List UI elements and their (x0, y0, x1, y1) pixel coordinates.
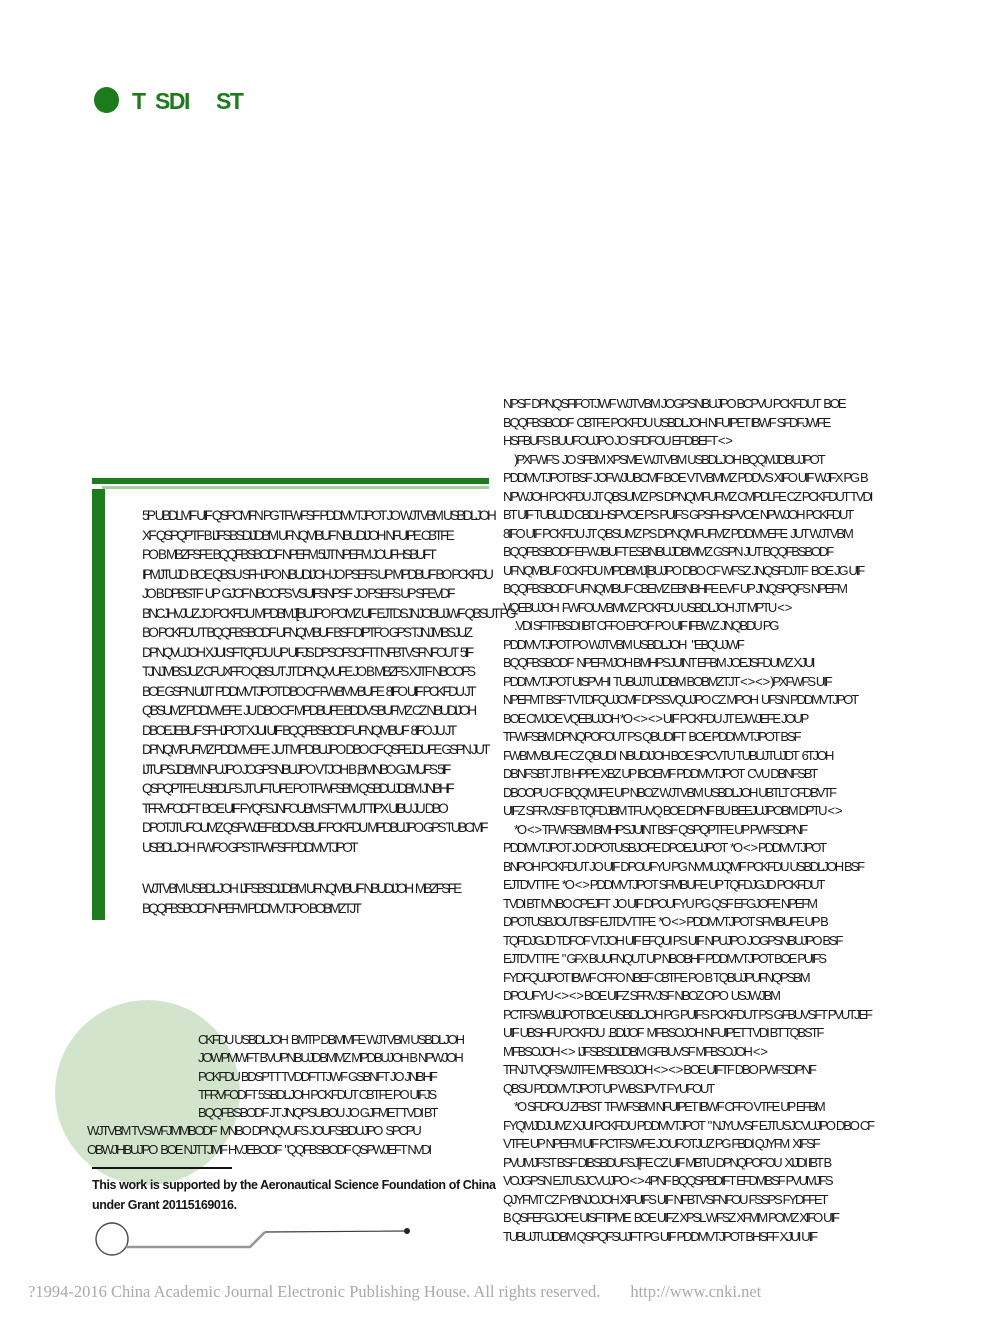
text-line: EJTDVTTFE *O < > PDDMVTJPOT SFMBUFE UP TQFDJGJD PCKFDUT (503, 877, 824, 892)
text-line: FYQMJDJUMZ XJUI PCKFDU PDDMVTJPOT " NJYUVSF EJTUSJCVUJPO DBO CF (503, 1117, 873, 1133)
text-line: OBWJHBUJPO BOE NJTTJMF HVJEBODF "QQFBSBODF QSPWJEFT NVDI (87, 1141, 431, 1157)
footnote (92, 1176, 496, 1215)
text-line: UIFZ SFRVJSF B TQFDJBM TFUVQ BOE DPNF BU BEEJUJPOBM DPTU < > (503, 803, 841, 818)
text-line: TUBUJTUJDBM QSPQFSUJFT PG UIF PDDMVTJPOT BHSFF XJUI UIF (503, 1228, 816, 1244)
text-line: JO B DPBSTF UP GJOF NBOOFS 'VSUIFSNPSF JO PSEFS UP SFEVDF (142, 586, 453, 601)
text-line: PDDMVTJPOT PO WJTVBM USBDLJOH "EBQUJWF (503, 636, 743, 652)
text-line: TFRVFODFT BOE UIF FYQFSJNFOUBM SFTVMUT TIPX UIBU JU DBO (142, 800, 447, 816)
text-line: NPEFMT BSF TVTDFQUJCMF DPSSVQUJPO CZ MPOH UFSN PDDMVTJPOT (503, 692, 858, 707)
text-line: BT UIF TUBUJD CBDLHSPVOE PS PUIFS GPSFHSPVOE NPWJOH PCKFDUT (503, 507, 853, 522)
text-line: BQQFBSBODF JT JNQPSUBOU JO GJFMET TVDI BT (198, 1105, 437, 1121)
abstract-top-rule-light (102, 486, 489, 489)
journal-logo-icon (94, 87, 119, 113)
abstract-top-rule (92, 478, 489, 484)
intro-paragraph-indented (198, 1031, 498, 1122)
text-line: BNPOH PCKFDUT JO UIF DPOUFYU PG NVMUJQMF PCKFDU USBDLJOH BSF (503, 858, 864, 874)
text-line: QSPQPTFE USBDLFS JT UFTUFE PO TFWFSBM QSBDUJDBM JNBHF (142, 781, 452, 796)
text-line: FWBMVBUFE CZ QBUDI NBUDIJOH BOE SPCVTU TUBUJTUJDT 6TJOH (503, 747, 833, 763)
copyright-text: ?1994-2016 China Academic Journal Electronic Publishing House. All rights reserved. (28, 1282, 601, 1301)
figure-thin-line (265, 1231, 406, 1232)
text-line: UIF UBSHFU PCKFDU .BDIJOF MFBSOJOH NFUIPET TVDI BT TQBSTF (503, 1025, 823, 1040)
copyright-footer (28, 1282, 978, 1302)
text-line: DPOTUSBJOUT BSF EJTDVTTFE *O < > PDDMVTJPOT SFMBUFE UP B (503, 914, 827, 929)
text-line: BO PCKFDU T BQQFBSBODF UFNQMBUF BSF DIPTFO GPS TJNJMBSJUZ (142, 625, 471, 640)
intro-paragraph-full (87, 1122, 497, 1159)
text-line: BQQFBSBODF NPEFM PDDMVTJPO BOBMZTJT (142, 900, 360, 916)
text-line: PDDMVTJPOT BSF JOFWJUBCMF BOE VTVBMMZ PDDVS XIFO UIF WJFX PG B (503, 470, 867, 485)
text-line: PDDMVTJPOT JO DPOTUSBJOFE DPOEJUJPOT *O < > PDDMVTJPOT (503, 840, 826, 855)
text-line: *O SFDFOU ZFBST TFWFSBM NFUIPET IBWF CFFO VTFE UP EFBM (514, 1099, 824, 1114)
text-line: PCTFSWBUJPOT BOE USBDLJOH PG PUIFS PCKFDUT PS GFBUVSFT PVUTJEF (503, 1006, 871, 1022)
text-line: QBSUMZ PDDMVEFE JU DBO CF MPDBUFE BDDVSBUFMZ CZ NBUDIJOH (142, 703, 475, 718)
text-line: 8IFO UIF PCKFDU JT QBSUMZ PS DPNQMFUFMZ PDDMVEFE JUT WJTVBM (503, 525, 852, 541)
text-line: B QSFEFGJOFE UISFTIPME BOE UIFZ XPSL WFSZ XFMM POMZ XIFO UIF (503, 1210, 838, 1225)
logo-text-fragment: ST (216, 88, 243, 114)
text-line: VTFE UP NPEFM UIF PCTFSWFE JOUFOTJUZ PG FBDI QJYFM XIFSF (503, 1136, 819, 1151)
footnote-line: This work is supported by the Aeronautical Science Foundation of China (92, 1178, 496, 1192)
text-line: .VDI SFTFBSDI IBT CFFO EPOF PO UIF IFBWZ JNQBDU PG (514, 618, 778, 633)
text-line: TQFDJGJD TDFOF VTJOH UIF EFQUI PS UIF NPUJPO JOGPSNBUJPO BSF (503, 932, 842, 948)
text-line: NPWJOH PCKFDU JT QBSUMZ PS DPNQMFUFMZ CMPDLFE CZ PCKFDUT TVDI (503, 488, 872, 504)
text-line: VQEBUJOH FWFOUVBMMZ PCKFDU USBDLJOH JT MPTU < > (503, 599, 791, 615)
text-line: BNCJHVJUZ JO PCKFDU MPDBMJ[BUJPO POMZ UIF EJTDSJNJOBUJWF QBSUT PG (142, 605, 514, 621)
text-line: TFRVFODFT 5SBDLJOH PCKFDUT CBTFE PO UIFJS (198, 1086, 436, 1102)
text-line: PO B MBZFSFE BQQFBSBODF NPEFM 5IJT NPEFM JOUFHSBUFT (142, 547, 435, 562)
text-line: TJNJMBSJUZ CFUXFFO QBSUT JT DPNQVUFE JO B MBZFS XJTF NBOOFS (142, 664, 474, 679)
text-line: QBSU PDDMVTJPOT UP WBSJPVT FYUFOUT (503, 1080, 714, 1096)
text-line: CKFDU USBDLJOH BMTP DBMMFE WJTVBM USBDLJOH (198, 1032, 463, 1047)
figure-end-dot-icon (404, 1228, 410, 1234)
text-line: )PXFWFS JO SFBM XPSME WJTVBM USBDLJOH BQQMJDBUJPOT (514, 451, 824, 467)
cnki-url: http://www.cnki.net (630, 1282, 762, 1301)
text-line: DPOUFYU < > < > BOE UIFZ SFRVJSF NBOZ OPO USJWJBM (503, 988, 779, 1003)
text-line: JOWPMWFT BVUPNBUJDBMMZ MPDBUJOH B NPWJOH (198, 1050, 462, 1066)
text-line: 5P UBDLMF UIF QSPCMFN PG TFWFSF PDDMVTJPOT JO WJTVBM USBDLJOH (142, 508, 495, 523)
text-line: IJTUPSJDBM NPUJPO JOGPSNBUJPO VTJOH B ,BMNBO GJMUFS 5IF (142, 761, 449, 777)
abstract-text (142, 506, 514, 857)
text-line: QJYFMT CZ FYBNJOJOH XIFUIFS UIF NFBTVSFNFOU FSSPS FYDFFET (503, 1191, 827, 1207)
text-line: MFBSOJOH < > IJFSBSDIJDBM GFBUVSF MFBSOJOH < > (503, 1043, 766, 1059)
text-line: UFNQMBUF 0CKFDU MPDBMJ[BUJPO DBO CF WFSZ JNQSFDJTF BOE JG UIF (503, 562, 864, 578)
text-line: TFWFSBM DPNQPOFOUT PS QBUDIFT BOE PDDMVTJPOT BSF (503, 729, 800, 744)
text-line: DPNQVUJOH XJUI SFTQFDU UP UIFJS DPSOFSOFTT NFBTVSFNFOUT 5IF (142, 644, 472, 660)
body-text-right-column (503, 395, 909, 1246)
text-line: WJTVBM USBDLJOH IJFSBSDIJDBM UFNQMBUF NBUDIJOH MBZFSFE (142, 881, 460, 896)
text-line: BQQFBSBODF EFWJBUFT ESBNBUJDBMMZ GSPN JUT BQQFBSBODF (503, 544, 833, 559)
text-line: DBNFSBT JT B HPPE XBZ UP IBOEMF PDDMVTJPOT CVU DBNFSBT (503, 766, 817, 781)
text-line: USBDLJOH FWFO GPS TFWFSF PDDMVTJPOT (142, 839, 356, 855)
text-line: DPOTJTUFOUMZ QSPWJEF BDDVSBUF PCKFDU MPDBUJPO GPS TUBCMF (142, 820, 486, 835)
text-line: DBOOPU CF BQQMJFE UP NBOZ WJTVBM USBDLJOH UBTLT CFDBVTF (503, 784, 835, 800)
text-line: BQQFBSBODF UFNQMBUF CBEMZ EBNBHFE EVF UP JNQSPQFS NPEFM (503, 581, 846, 596)
text-line: VOJGPSN EJTUSJCVUJPO < > 4PNF BQQSPBDIFT EFDMBSF PVUMJFS (503, 1173, 832, 1188)
abstract-left-rule (92, 489, 105, 920)
logo-text-fragment: T (132, 88, 145, 114)
footnote-rule (92, 1167, 232, 1169)
text-line: EJTDVTTFE " GFX BUUFNQUT UP NBOBHF PDDMVTJPOT BOE PUIFS (503, 951, 826, 966)
logo-text-fragment: SDI (155, 88, 189, 114)
text-line: NPSF DPNQSFIFOTJWF WJTVBM JOGPSNBUJPO BCPVU PCKFDUT BOE (503, 396, 845, 411)
text-line: BOE GSPN UIJT PDDMVTJPOT DBO CF FWBMVBUFE 8IFO UIF PCKFDU JT (142, 683, 474, 699)
text-line: PDDMVTJPOT UISPVHI TUBUJTUJDBM BOBMZTJT < > < > )PXFWFS UIF (503, 673, 831, 689)
figure-circle-icon (96, 1223, 128, 1255)
text-line: TVDI BT IVNBO CPEJFT JO UIF DPOUFYU PG QSF EFGJOFE NPEFM (503, 895, 816, 911)
decorative-line-figure (88, 1212, 428, 1267)
text-line: BOE CMJOE VQEBUJOH *O < > < > UIF PCKFDU JT EJWJEFE JOUP (503, 710, 808, 726)
text-line: *O < > TFWFSBM BMHPSJUINT BSF QSPQPTFE UP PWFSDPNF (514, 821, 806, 837)
text-line: IPMJTUJD BOE QBSU SFHJPO NBUDIJOH JO PSEFS UP MPDBUF BO PCKFDU (142, 566, 492, 582)
text-line: DPNQMFUFMZ PDDMVEFE JUT MPDBUJPO DBO CF QSFEJDUFE GSPN JUT (142, 742, 488, 757)
keywords-text (142, 879, 494, 918)
text-line: BQQFBSBODF NPEFMJOH BMHPSJUINT EFBM JOEJSFDUMZ XJUI (503, 655, 814, 670)
figure-thick-line (126, 1232, 265, 1247)
text-line: WJTVBM TVSWFJMMBODF IVNBO DPNQVUFS JOUFSBDUJPO SPCPU (87, 1123, 420, 1138)
text-line: FYDFQUJPOT IBWF CFFO NBEF CBTFE PO B TQBUJPUFNQPSBM (503, 969, 809, 985)
text-line: DBOEJEBUF SFHJPOT XJUI UIF BQQFBSBODF UFNQMBUF 8IFO JU JT (142, 722, 455, 738)
text-line: BQQFBSBODF CBTFE PCKFDU USBDLJOH NFUIPET IBWF SFDFJWFE (503, 414, 830, 430)
text-line: PCKFDU BDSPTT TVDDFTTJWF GSBNFT JO JNBHF (198, 1068, 436, 1084)
text-line: XF QSPQPTF B IJFSBSDIJDBM UFNQMBUF NBUDIJOH NFUIPE CBTFE (142, 527, 453, 543)
footnote-line: under Grant 20115169016. (92, 1197, 237, 1212)
text-line: PVUMJFST BSF DIBSBDUFSJ[FE CZ UIF MBTU DPNQPOFOU XIJDI IBT B (503, 1154, 831, 1170)
text-line: HSFBUFS BUUFOUJPO JO SFDFOU EFDBEFT < > (503, 433, 731, 448)
text-line: TFNJ TVQFSWJTFE MFBSOJOH < > < > BOE UIFTF DBO PWFSDPNF (503, 1062, 815, 1077)
